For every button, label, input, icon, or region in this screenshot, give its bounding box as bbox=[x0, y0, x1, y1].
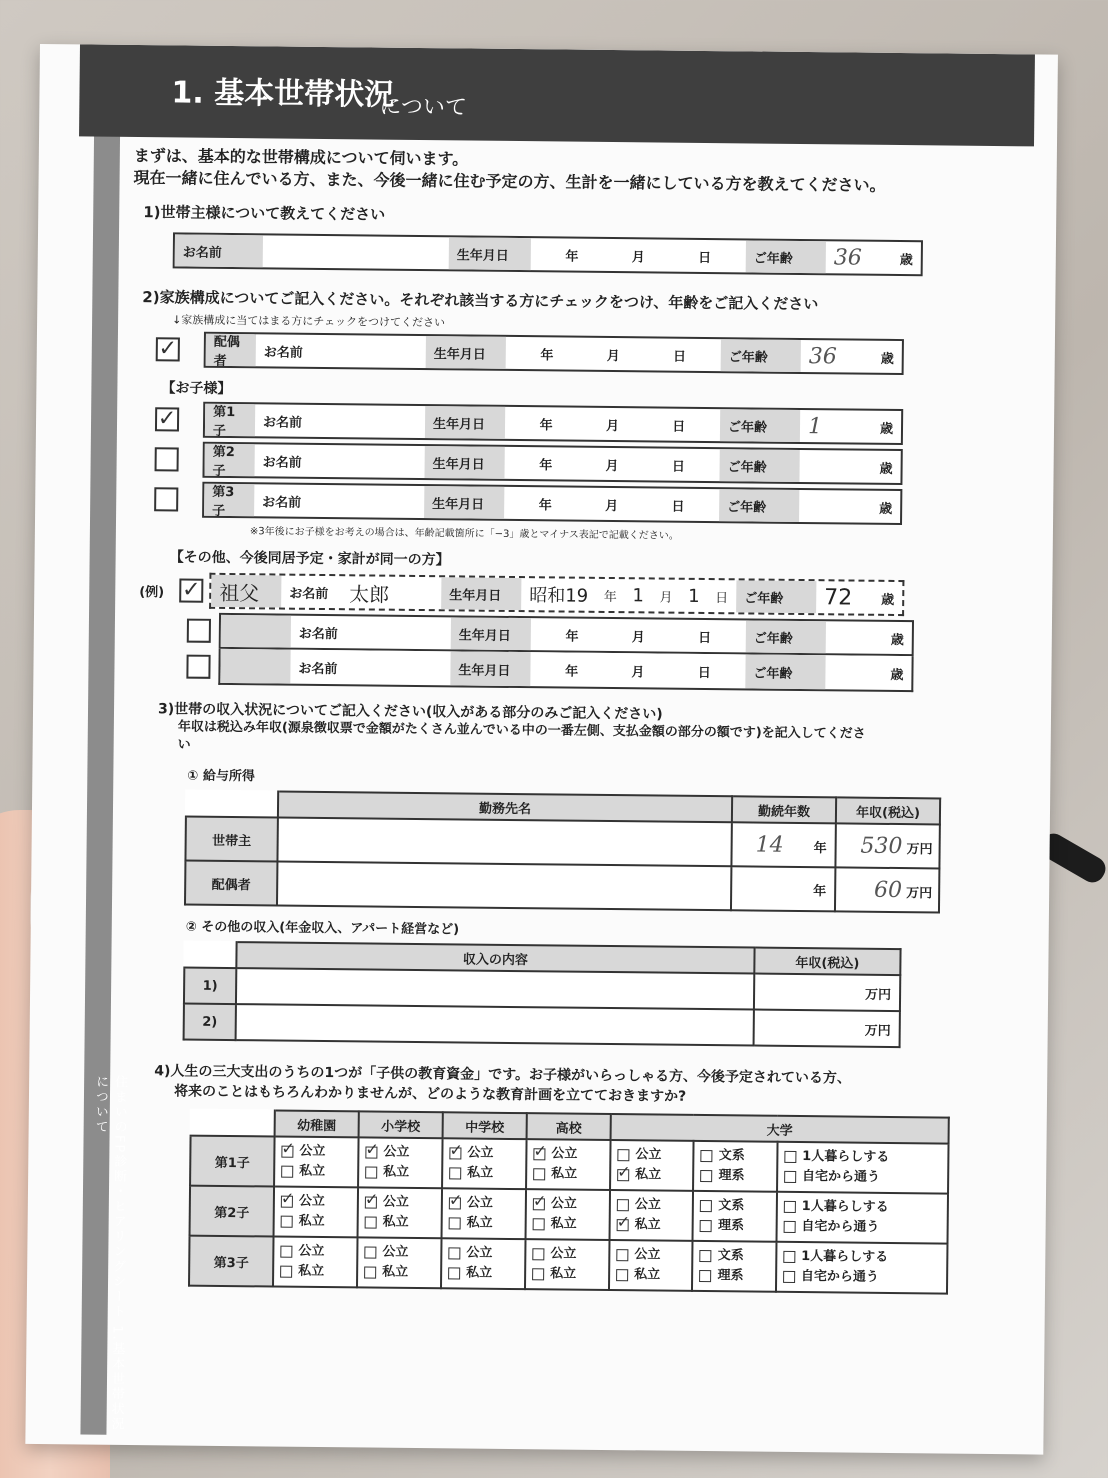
income-unit-spouse: 万円 bbox=[906, 885, 933, 901]
spouse-day: 日 bbox=[672, 349, 687, 365]
spouse-age-label: ご年齢 bbox=[721, 339, 801, 372]
edu-checkbox[interactable] bbox=[617, 1199, 629, 1211]
children-heading: 【お子様】 bbox=[161, 380, 232, 398]
edu-option-label: 公立 bbox=[466, 1245, 493, 1261]
edu-checkbox[interactable] bbox=[449, 1197, 461, 1209]
edu-row-child3 bbox=[189, 1236, 947, 1294]
edu-option-label: 私立 bbox=[382, 1214, 409, 1230]
edu-checkbox[interactable] bbox=[364, 1266, 376, 1278]
child3-day-unit: 日 bbox=[671, 499, 685, 515]
example-month-unit: 月 bbox=[659, 590, 673, 606]
col-university: 大学 bbox=[611, 1114, 949, 1144]
edu-checkbox[interactable] bbox=[280, 1265, 292, 1277]
child3-age-label: ご年齢 bbox=[719, 489, 799, 522]
age-value[interactable]: 36 bbox=[833, 244, 862, 271]
other1-age-unit: 歳 bbox=[890, 632, 904, 648]
edu-option-label: 公立 bbox=[551, 1146, 578, 1162]
edu-checkbox[interactable] bbox=[783, 1250, 795, 1262]
other2-day-unit: 日 bbox=[697, 665, 711, 681]
child2-year-unit: 年 bbox=[539, 457, 553, 473]
edu-checkbox[interactable] bbox=[616, 1269, 628, 1281]
edu-checkbox[interactable] bbox=[783, 1270, 795, 1282]
other2-birth-label: 生年月日 bbox=[450, 651, 530, 686]
child3-checkbox[interactable] bbox=[154, 487, 178, 511]
edu-option-label: 公立 bbox=[467, 1145, 494, 1161]
edu-option-label: 公立 bbox=[634, 1247, 661, 1263]
other2-age-label: ご年齢 bbox=[745, 654, 825, 689]
edu-option-label: 公立 bbox=[298, 1243, 325, 1260]
income-spouse[interactable]: 60 bbox=[873, 877, 903, 903]
example-age: 72 bbox=[824, 584, 853, 611]
day-unit: 日 bbox=[698, 250, 712, 266]
salary-table bbox=[184, 790, 941, 914]
age-unit: 歳 bbox=[899, 252, 913, 268]
spouse-checkbox[interactable]: ✓ bbox=[156, 337, 180, 361]
salary-row-head: 世帯主 bbox=[185, 817, 277, 862]
other1-year-unit: 年 bbox=[565, 629, 579, 645]
edu-checkbox[interactable] bbox=[364, 1246, 376, 1258]
example-day: 1 bbox=[688, 585, 700, 607]
edu-checkbox[interactable] bbox=[449, 1167, 461, 1179]
edu-option-label: 文系 bbox=[717, 1248, 744, 1264]
other-unit-1: 万円 bbox=[754, 974, 900, 1012]
edu-option-label: 公立 bbox=[466, 1195, 493, 1211]
edu-option-label: 1人暮らしする bbox=[802, 1149, 890, 1165]
company-field-spouse[interactable] bbox=[277, 862, 731, 911]
child1-checkbox[interactable]: ✓ bbox=[155, 407, 179, 431]
other1-day-unit: 日 bbox=[698, 630, 712, 646]
child2-age-label: ご年齢 bbox=[719, 449, 799, 482]
edu-checkbox[interactable] bbox=[701, 1149, 713, 1161]
edu-option-label: 私立 bbox=[634, 1267, 661, 1283]
edu-row-label: 第2子 bbox=[190, 1186, 275, 1237]
edu-option-label: 私立 bbox=[466, 1265, 493, 1281]
other1-name-label: お名前 bbox=[298, 626, 338, 642]
name-label: お名前 bbox=[175, 234, 263, 267]
edu-checkbox[interactable] bbox=[281, 1165, 293, 1177]
sec4-title: 4)人生の三大支出のうちの1つが「子供の教育資金」です。お子様がいらっしゃる方、今後予定されている方、 bbox=[154, 1063, 852, 1087]
col-company: 勤務先名 bbox=[278, 792, 732, 823]
spouse-role: 配偶者 bbox=[206, 334, 256, 367]
edu-checkbox[interactable] bbox=[365, 1146, 377, 1158]
edu-option-label: 公立 bbox=[635, 1147, 662, 1163]
col-content: 収入の内容 bbox=[236, 942, 754, 973]
edu-checkbox[interactable] bbox=[784, 1150, 796, 1162]
salary-label: ① 給与所得 bbox=[187, 768, 255, 785]
other-unit-2: 万円 bbox=[754, 1010, 900, 1048]
child2-birth-label: 生年月日 bbox=[424, 446, 504, 479]
other-row-2: 2) bbox=[184, 1004, 236, 1041]
edu-option-label: 公立 bbox=[634, 1197, 661, 1213]
edu-checkbox[interactable] bbox=[280, 1245, 292, 1257]
years-head[interactable]: 14 bbox=[755, 832, 784, 858]
spouse-year: 年 bbox=[540, 347, 554, 363]
other2-age-unit: 歳 bbox=[890, 667, 904, 683]
edu-row-child2 bbox=[190, 1186, 948, 1244]
edu-option-label: 自宅から通う bbox=[801, 1219, 880, 1235]
spouse-name-label: お名前 bbox=[263, 344, 303, 361]
spouse-birth-label: 生年月日 bbox=[426, 336, 506, 369]
edu-option-label: 私立 bbox=[299, 1163, 326, 1180]
other2-year-unit: 年 bbox=[565, 664, 579, 680]
child3-birth-label: 生年月日 bbox=[424, 486, 504, 519]
sec3-title: 3)世帯の収入状況についてご記入ください(収入がある部分のみご記入ください) bbox=[157, 701, 663, 723]
edu-checkbox[interactable] bbox=[449, 1217, 461, 1229]
edu-option-label: 私立 bbox=[551, 1166, 578, 1182]
sec1-title: 1)世帯主様について教えてください bbox=[143, 203, 386, 224]
edu-option-label: 公立 bbox=[298, 1193, 325, 1210]
edu-option-label: 公立 bbox=[382, 1244, 409, 1260]
edu-checkbox[interactable] bbox=[617, 1169, 629, 1181]
edu-checkbox[interactable] bbox=[784, 1200, 796, 1212]
edu-checkbox[interactable] bbox=[533, 1168, 545, 1180]
edu-option-label: 公立 bbox=[299, 1143, 326, 1160]
example-relation: 祖父 bbox=[211, 575, 281, 608]
col-income: 年収(税込) bbox=[836, 797, 940, 824]
others-heading: 【その他、今後同居予定・家計が同一の方】 bbox=[169, 549, 450, 569]
other2-name-label: お名前 bbox=[298, 661, 338, 677]
child1-role: 第1子 bbox=[205, 404, 255, 437]
edu-option-label: 理系 bbox=[718, 1168, 745, 1184]
other-income-label: ② その他の収入(年金収入、アパート経営など) bbox=[185, 919, 460, 938]
edu-checkbox[interactable] bbox=[448, 1267, 460, 1279]
other-income-table bbox=[183, 941, 902, 1049]
edu-checkbox[interactable] bbox=[616, 1249, 628, 1261]
edu-option-label: 私立 bbox=[382, 1264, 409, 1280]
edu-checkbox[interactable] bbox=[784, 1170, 796, 1182]
example-age-label: ご年齢 bbox=[736, 580, 816, 613]
edu-option-label: 自宅から通う bbox=[800, 1269, 880, 1285]
child1-age-label: ご年齢 bbox=[720, 409, 800, 442]
example-name: 太郎 bbox=[349, 581, 390, 607]
edu-option-label: 自宅から通う bbox=[801, 1169, 881, 1185]
other1-month-unit: 月 bbox=[631, 629, 645, 645]
head-row bbox=[173, 232, 923, 276]
edu-option-label: 公立 bbox=[550, 1246, 577, 1262]
birth-label: 生年月日 bbox=[449, 237, 531, 270]
other-content-2[interactable] bbox=[236, 1004, 754, 1045]
form-sheet bbox=[25, 44, 1058, 1455]
other-row-1: 1) bbox=[184, 968, 236, 1005]
edu-option-label: 私立 bbox=[466, 1215, 493, 1231]
child1-month-unit: 月 bbox=[605, 418, 620, 434]
salary-row-spouse: 配偶者 bbox=[185, 861, 277, 906]
edu-option-label: 文系 bbox=[718, 1148, 745, 1164]
sec4-title2: 将来のことはもちろんわかりませんが、どのような教育計画を立てておきますか? bbox=[173, 1083, 687, 1105]
child3-role: 第3子 bbox=[204, 484, 254, 517]
edu-option-label: 私立 bbox=[383, 1164, 410, 1180]
child2-month-unit: 月 bbox=[605, 458, 619, 474]
example-checkbox: ✓ bbox=[179, 578, 203, 602]
spouse-month: 月 bbox=[606, 348, 620, 364]
example-tag: (例) bbox=[139, 584, 165, 600]
edu-row-child1 bbox=[190, 1136, 948, 1194]
sec3-desc: 年収は税込み年収(源泉徴収票で金額がたくさん並んでいる中の一番左側、支払金額の部分の額です)を記入してください bbox=[177, 719, 866, 753]
other1-checkbox[interactable] bbox=[187, 619, 211, 643]
edu-checkbox[interactable] bbox=[699, 1269, 711, 1281]
edu-checkbox[interactable] bbox=[533, 1198, 545, 1210]
intro-line-1: まずは、基本的な世帯構成について伺います。 bbox=[133, 145, 469, 169]
child1-age-value[interactable]: 1 bbox=[807, 413, 823, 439]
edu-checkbox[interactable] bbox=[281, 1195, 293, 1207]
income-head[interactable]: 530 bbox=[860, 833, 903, 859]
edu-option-label: 私立 bbox=[298, 1213, 325, 1230]
edu-option-label: 私立 bbox=[298, 1263, 325, 1280]
edu-checkbox[interactable] bbox=[532, 1268, 544, 1280]
col-kindergarten: 幼稚園 bbox=[275, 1111, 359, 1138]
edu-option-label: 公立 bbox=[550, 1196, 577, 1212]
spouse-age-unit: 歳 bbox=[880, 351, 894, 367]
edu-checkbox[interactable] bbox=[617, 1149, 629, 1161]
example-day-unit: 日 bbox=[715, 590, 729, 606]
child2-age-unit: 歳 bbox=[879, 461, 893, 477]
income-unit-head: 万円 bbox=[906, 841, 933, 857]
edu-checkbox[interactable] bbox=[532, 1248, 544, 1260]
child1-name-label: お名前 bbox=[262, 414, 303, 431]
edu-row-label: 第3子 bbox=[189, 1236, 274, 1287]
other2-month-unit: 月 bbox=[631, 664, 645, 680]
col-junior-high: 中学校 bbox=[443, 1112, 527, 1139]
other-content-1[interactable] bbox=[236, 968, 754, 1009]
edu-checkbox[interactable] bbox=[281, 1215, 293, 1227]
child1-birth-label: 生年月日 bbox=[425, 406, 505, 439]
edu-option-label: 公立 bbox=[383, 1144, 410, 1160]
edu-option-label: 私立 bbox=[634, 1217, 661, 1233]
intro-line-2: 現在一緒に住んでいる方、また、今後一緒に住む予定の方、生計を一緒にしている方を教えてください。 bbox=[133, 167, 886, 195]
edu-option-label: 私立 bbox=[635, 1167, 662, 1183]
edu-option-label: 理系 bbox=[717, 1218, 745, 1234]
example-name-label: お名前 bbox=[289, 586, 329, 602]
company-field-head[interactable] bbox=[277, 818, 731, 867]
edu-checkbox[interactable] bbox=[365, 1166, 377, 1178]
child2-name-label: お名前 bbox=[262, 454, 302, 471]
edu-checkbox[interactable] bbox=[448, 1247, 460, 1259]
example-age-unit: 歳 bbox=[881, 592, 895, 608]
other1-birth-label: 生年月日 bbox=[451, 617, 531, 650]
child3-age-unit: 歳 bbox=[879, 501, 893, 517]
child2-role: 第2子 bbox=[204, 444, 254, 477]
edu-checkbox[interactable] bbox=[533, 1148, 545, 1160]
edu-option-label: 文系 bbox=[718, 1198, 745, 1214]
col-high-school: 高校 bbox=[527, 1113, 611, 1140]
name-field[interactable] bbox=[263, 235, 449, 269]
edu-option-label: 私立 bbox=[550, 1266, 577, 1282]
example-birth-label: 生年月日 bbox=[441, 577, 521, 610]
edu-checkbox[interactable] bbox=[365, 1216, 377, 1228]
example-year-unit: 年 bbox=[603, 589, 617, 605]
year-unit: 年 bbox=[565, 249, 579, 265]
form-content bbox=[122, 145, 1014, 1295]
child3-name-label: お名前 bbox=[262, 494, 302, 511]
years-unit-head: 年 bbox=[813, 840, 827, 856]
edu-checkbox[interactable] bbox=[617, 1219, 629, 1231]
spouse-row bbox=[204, 332, 904, 375]
month-unit: 月 bbox=[631, 249, 645, 265]
education-table bbox=[188, 1109, 950, 1295]
edu-row-label: 第1子 bbox=[190, 1136, 275, 1187]
col-other-income: 年収(税込) bbox=[754, 948, 900, 976]
edu-option-label: 1人暮らしする bbox=[801, 1199, 889, 1215]
edu-checkbox[interactable] bbox=[281, 1145, 293, 1157]
example-era: 昭和19 bbox=[529, 585, 589, 607]
edu-checkbox[interactable] bbox=[365, 1196, 377, 1208]
section-title: 1. 基本世帯状況 bbox=[171, 75, 395, 113]
example-month: 1 bbox=[632, 584, 644, 606]
edu-checkbox[interactable] bbox=[533, 1218, 545, 1230]
child1-year-unit: 年 bbox=[539, 417, 553, 433]
child1-day-unit: 日 bbox=[672, 419, 686, 435]
sec2-note: ↓家族構成に当てはまる方にチェックをつけてください bbox=[172, 313, 446, 330]
edu-option-label: 私立 bbox=[550, 1216, 577, 1232]
section-header bbox=[79, 44, 1035, 146]
section-subtitle: について bbox=[379, 94, 468, 121]
child1-age-unit: 歳 bbox=[879, 421, 894, 437]
child-note: ※3年後にお子様をお考えの場合は、年齢記載箇所に「−3」歳とマイナス表記で記載ください。 bbox=[249, 526, 679, 542]
edu-checkbox[interactable] bbox=[700, 1199, 712, 1211]
edu-checkbox[interactable] bbox=[449, 1147, 461, 1159]
edu-option-label: 理系 bbox=[717, 1268, 744, 1284]
sidebar-caption: 住まいのFP診断・ヒアリングシート 1.基本世帯状況について bbox=[92, 1074, 128, 1432]
spouse-age-value[interactable]: 36 bbox=[808, 343, 837, 369]
other2-checkbox[interactable] bbox=[186, 655, 210, 679]
child3-month-unit: 月 bbox=[605, 498, 619, 514]
edu-option-label: 私立 bbox=[467, 1165, 494, 1181]
child2-day-unit: 日 bbox=[671, 459, 686, 475]
other1-age-label: ご年齢 bbox=[746, 620, 826, 653]
sec2-title: 2)家族構成についてご記入ください。それぞれ該当する方にチェックをつけ、年齢をご記入ください bbox=[142, 288, 819, 314]
edu-option-label: 公立 bbox=[382, 1194, 409, 1210]
years-unit-spouse: 年 bbox=[813, 883, 827, 899]
edu-checkbox[interactable] bbox=[700, 1219, 712, 1231]
edu-checkbox[interactable] bbox=[783, 1220, 795, 1232]
edu-checkbox[interactable] bbox=[701, 1169, 713, 1181]
edu-checkbox[interactable] bbox=[700, 1249, 712, 1261]
children-rows bbox=[130, 401, 1011, 526]
col-years: 勤続年数 bbox=[732, 796, 836, 823]
col-elementary: 小学校 bbox=[359, 1111, 443, 1138]
child2-checkbox[interactable] bbox=[155, 447, 179, 471]
age-label: ご年齢 bbox=[746, 240, 826, 273]
edu-option-label: 1人暮らしする bbox=[801, 1249, 889, 1265]
child3-year-unit: 年 bbox=[538, 497, 552, 513]
